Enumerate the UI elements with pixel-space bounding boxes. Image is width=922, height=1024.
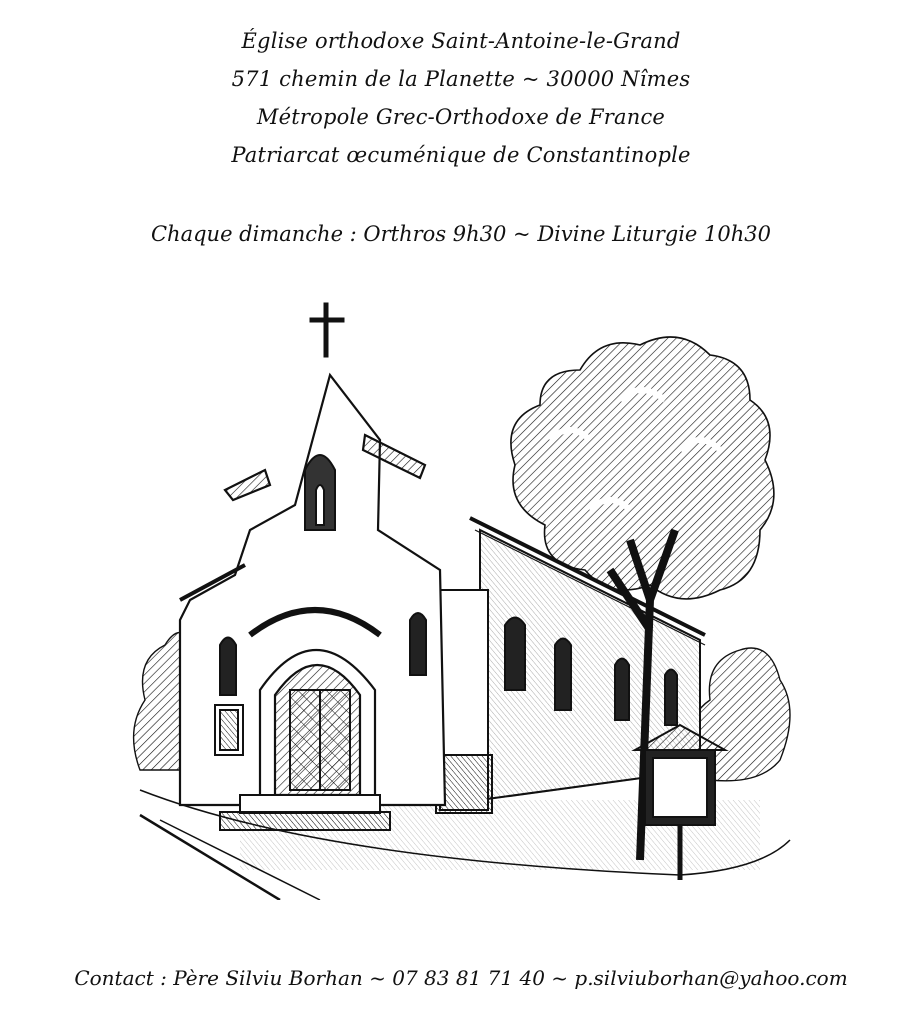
- service-schedule: Chaque dimanche : Orthros 9h30 ~ Divine Liturgie 10h30: [150, 222, 771, 246]
- church-name: Église orthodoxe Saint-Antoine-le-Grand: [241, 29, 681, 53]
- bell-niche: [305, 455, 335, 530]
- entrance-steps: [220, 795, 390, 830]
- contact-footer: Contact : Père Silviu Borhan ~ 07 83 81 71 40 ~ p.silviuborhan@yahoo.com: [74, 966, 848, 990]
- patriarchate-name: Patriarcat œcuménique de Constantinople: [231, 143, 691, 167]
- cross-icon: [312, 305, 342, 355]
- church-illustration: [120, 300, 810, 900]
- metropolis-name: Métropole Grec-Orthodoxe de France: [256, 105, 666, 129]
- church-address: 571 chemin de la Planette ~ 30000 Nîmes: [231, 67, 691, 91]
- church-header: [0, 22, 922, 174]
